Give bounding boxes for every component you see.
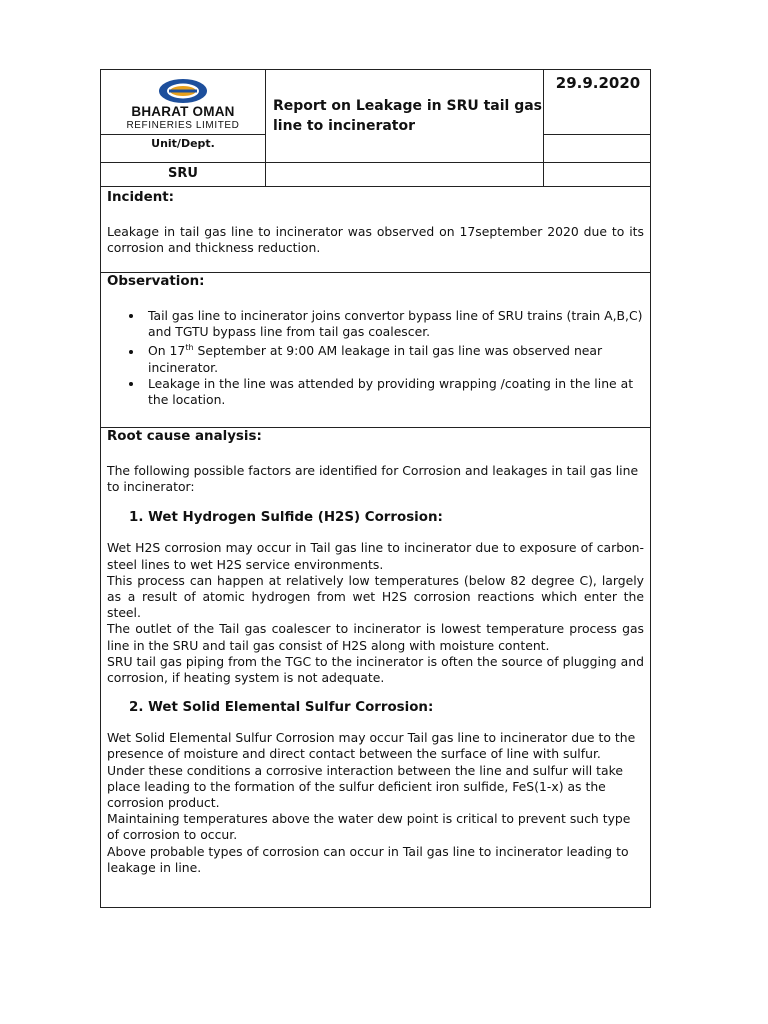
cause-2-body [107,730,644,876]
logo-emblem-icon [107,78,259,106]
company-subtitle: REFINERIES LIMITED [126,120,240,131]
list-item: • Tail gas line to incinerator joins convertor bypass line of SRU trains (train A,B,C) and TGTU bypass line from tail gas coalescer. [144,308,644,340]
paragraph: Under these conditions a corrosive interaction between the line and sulfur will take place leading to the formation of the sulfur deficient iron sulfide, FeS(1-x) as the corrosion product. [107,762,623,811]
root-cause-heading: Root cause analysis: [107,429,262,444]
company-name: BHARAT OMAN [131,104,235,119]
paragraph: The outlet of the Tail gas coalescer to incinerator is lowest temperature process gas line in the SRU and tail gas consist of H2S along with moisture content. [107,621,644,653]
report-title: Report on Leakage in SRU tail gas line to incinerator [273,98,543,134]
paragraph: Maintaining temperatures above the water dew point is critical to prevent such type of corrosion to occur. [107,811,631,843]
report-document [100,69,651,908]
incident-heading: Incident: [107,190,174,205]
root-cause-intro: The following possible factors are identified for Corrosion and leakages in tail gas line to incinerator: [107,463,639,495]
paragraph: Wet H2S corrosion may occur in Tail gas line to incinerator due to exposure of carbon-steel lines to wet H2S service environments. [107,540,644,572]
observation-heading: Observation: [107,274,205,289]
incident-section [100,187,651,273]
unit-dept-value: SRU [168,166,198,181]
paragraph: SRU tail gas piping from the TGC to the incinerator is often the source of plugging and corrosion, if heating system is not adequate. [107,653,644,686]
list-item: • On 17th September at 9:00 AM leakage in tail gas line was observed near incinerator. [144,340,644,376]
observation-section [100,273,651,428]
cause-2-title: 2. Wet Solid Elemental Sulfur Corrosion: [129,700,434,716]
report-header [100,69,651,187]
report-date: 29.9.2020 [555,74,641,92]
cause-1-body [107,540,644,686]
list-item: • Leakage in the line was attended by providing wrapping /coating in the line at the location. [144,376,644,408]
incident-text: Leakage in tail gas line to incinerator was observed on 17september 2020 due to its corrosion and thickness reduction. [107,224,644,256]
root-cause-section [100,428,651,908]
paragraph: Above probable types of corrosion can occur in Tail gas line to incinerator leading to leakage in line. [107,843,629,875]
paragraph: Wet Solid Elemental Sulfur Corrosion may occur Tail gas line to incinerator due to the presence of moisture and direct contact between the surface of line with sulfur. [107,730,636,762]
observation-list [107,308,644,408]
unit-dept-label: Unit/Dept. [151,137,215,150]
paragraph: This process can happen at relatively low temperatures (below 82 degree C), largely as a result of atomic hydrogen from wet H2S corrosion reactions which enter the steel. [107,572,644,621]
cause-1-title: 1. Wet Hydrogen Sulfide (H2S) Corrosion: [129,510,443,526]
company-logo [107,78,259,136]
